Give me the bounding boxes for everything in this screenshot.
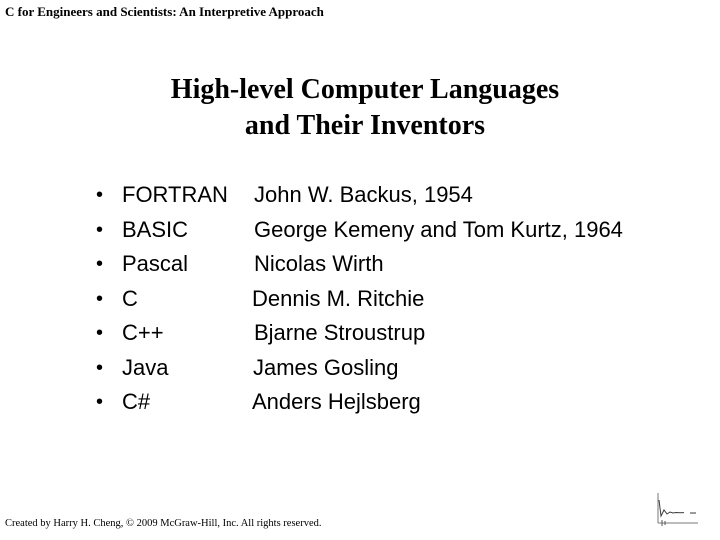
copyright-footer: Created by Harry H. Cheng, © 2009 McGraw-Hill, Inc. All rights reserved. <box>5 518 322 529</box>
bullet-icon: • <box>96 184 104 206</box>
inventor-name: John W. Backus, 1954 <box>254 182 473 207</box>
language-inventor-list <box>0 178 720 420</box>
language-name: C++ <box>122 320 164 345</box>
slide-title-line-1: High-level Computer Languages <box>170 74 560 105</box>
bullet-icon: • <box>96 287 104 310</box>
language-name: Java <box>122 354 169 380</box>
list-item-c <box>0 282 720 317</box>
slide-title-line-2: and Their Inventors <box>244 110 486 141</box>
bullet-icon: • <box>96 218 104 241</box>
course-header: C for Engineers and Scientists: An Interpretive Approach <box>5 4 324 19</box>
bullet-icon: • <box>96 253 104 275</box>
inventor-name: George Kemeny and Tom Kurtz, 1964 <box>254 216 623 242</box>
bullet-icon: • <box>96 391 104 413</box>
inventor-name: James Gosling <box>253 354 399 380</box>
list-item-java <box>0 351 720 386</box>
language-name: FORTRAN <box>122 182 228 207</box>
language-name: C# <box>122 389 151 414</box>
list-item-pascal <box>0 247 720 282</box>
list-item-cpp <box>0 316 720 351</box>
list-item-basic <box>0 213 720 248</box>
inventor-name: Anders Hejlsberg <box>252 389 421 414</box>
slide-title <box>0 72 720 144</box>
bullet-icon: • <box>96 356 104 379</box>
list-item-csharp <box>0 385 720 420</box>
inventor-name: Bjarne Stroustrup <box>254 320 426 345</box>
language-name: C <box>122 285 138 311</box>
bullet-icon: • <box>96 322 104 344</box>
language-name: BASIC <box>122 216 189 242</box>
language-name: Pascal <box>122 251 189 276</box>
inventor-name: Nicolas Wirth <box>254 251 384 276</box>
plot-logo-icon <box>652 490 702 530</box>
inventor-name: Dennis M. Ritchie <box>252 285 425 311</box>
list-item-fortran <box>0 178 720 213</box>
